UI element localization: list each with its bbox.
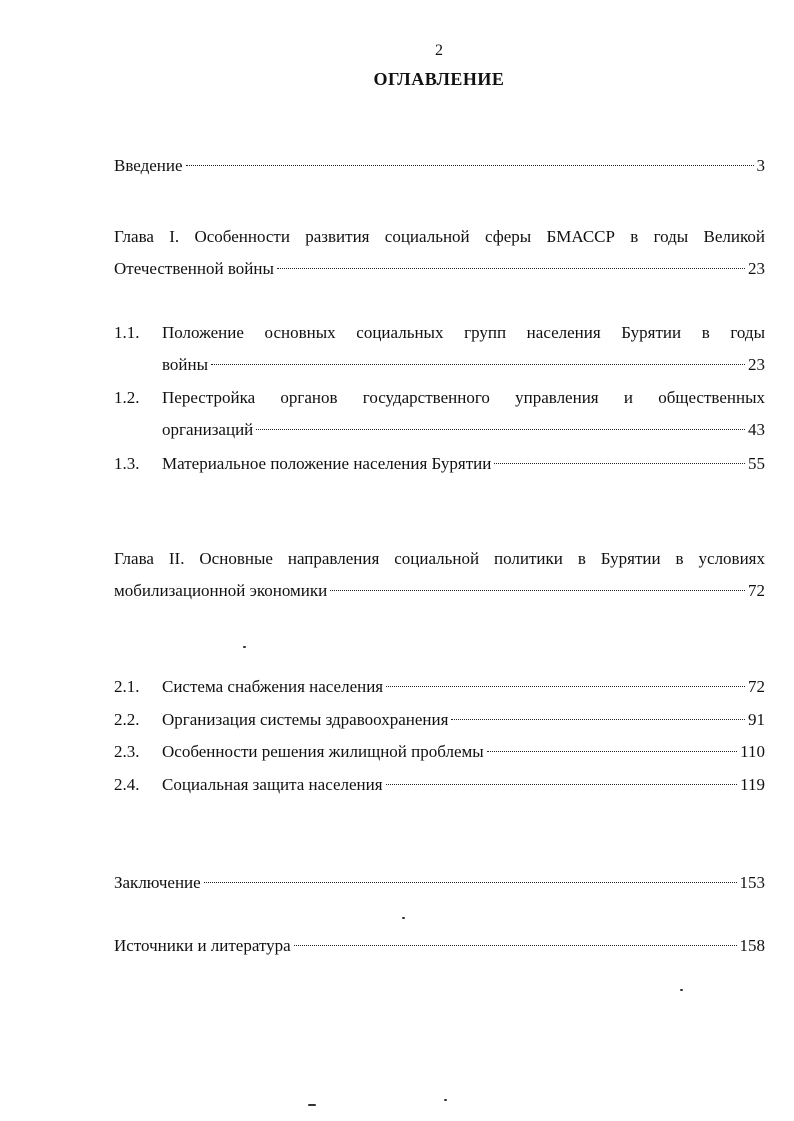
toc-section-1-2-title: Перестройка органов государственного управления и общественных (162, 388, 765, 407)
dot-leader (277, 268, 745, 269)
toc-section-number: 2.4. (114, 775, 140, 794)
toc-label: Организация системы здравоохранения (162, 710, 449, 729)
toc-entry-section-1-2[interactable] (162, 419, 765, 441)
toc-page: 72 (748, 677, 765, 696)
toc-entry-section-2-4[interactable] (162, 774, 765, 796)
toc-label: Источники и литература (114, 936, 291, 955)
dot-leader (186, 165, 754, 166)
toc-label: Отечественной войны (114, 259, 274, 278)
dot-leader (386, 686, 745, 687)
toc-entry-section-2-3[interactable] (162, 741, 765, 763)
toc-entry-section-2-2[interactable] (162, 709, 765, 731)
toc-label: Социальная защита населения (162, 775, 383, 794)
toc-section-number: 1.2. (114, 388, 140, 407)
toc-label: мобилизационной экономики (114, 581, 328, 600)
page-title: ОГЛАВЛЕНИЕ (373, 69, 505, 89)
toc-label: Особенности решения жилищной проблемы (162, 742, 484, 761)
toc-page: 23 (748, 259, 765, 278)
scan-speck (680, 989, 683, 991)
page-number: 2 (435, 42, 443, 59)
scan-speck (243, 646, 246, 648)
dot-leader (294, 945, 737, 946)
dot-leader (494, 463, 745, 464)
toc-entry-sources[interactable] (114, 935, 765, 957)
dot-leader (487, 751, 737, 752)
toc-page: 23 (748, 355, 765, 374)
toc-section-number: 2.2. (114, 710, 140, 729)
toc-section-number: 1.3. (114, 454, 140, 473)
toc-page: 72 (748, 581, 765, 600)
dot-leader (451, 719, 745, 720)
toc-page: 43 (748, 420, 765, 439)
toc-label: Заключение (114, 873, 201, 892)
toc-entry-section-2-1[interactable] (162, 676, 765, 698)
toc-label: организаций (162, 420, 254, 439)
toc-section-number: 2.1. (114, 677, 140, 696)
scan-speck (444, 1099, 447, 1101)
toc-page: 55 (748, 454, 765, 473)
toc-section-1-1-title: Положение основных социальных групп населения Бурятии в годы (162, 323, 765, 342)
dot-leader (330, 590, 745, 591)
toc-entry-intro[interactable] (114, 155, 765, 177)
toc-label: Система снабжения населения (162, 677, 384, 696)
toc-label: Введение (114, 156, 183, 175)
toc-entry-chapter-1[interactable] (114, 258, 765, 280)
toc-label: войны (162, 355, 209, 374)
toc-page: 119 (740, 775, 765, 794)
toc-page: 158 (739, 936, 765, 955)
scan-speck (308, 1104, 316, 1106)
toc-page: 153 (739, 873, 765, 892)
toc-entry-conclusion[interactable] (114, 872, 765, 894)
dot-leader (256, 429, 745, 430)
scan-speck (402, 917, 405, 919)
toc-chapter-2-title: Глава II. Основные направления социальной политики в Бурятии в условиях (114, 549, 765, 568)
toc-chapter-1-title: Глава I. Особенности развития социальной сферы БМАССР в годы Великой (114, 227, 765, 246)
toc-page: 110 (740, 742, 765, 761)
toc-entry-section-1-1[interactable] (162, 354, 765, 376)
toc-entry-chapter-2[interactable] (114, 580, 765, 602)
toc-section-number: 1.1. (114, 323, 140, 342)
toc-page: 91 (748, 710, 765, 729)
toc-label: Материальное положение населения Бурятии (162, 454, 492, 473)
toc-page: 3 (756, 156, 765, 175)
toc-section-number: 2.3. (114, 742, 140, 761)
dot-leader (386, 784, 738, 785)
dot-leader (204, 882, 737, 883)
toc-entry-section-1-3[interactable] (162, 453, 765, 475)
dot-leader (211, 364, 745, 365)
